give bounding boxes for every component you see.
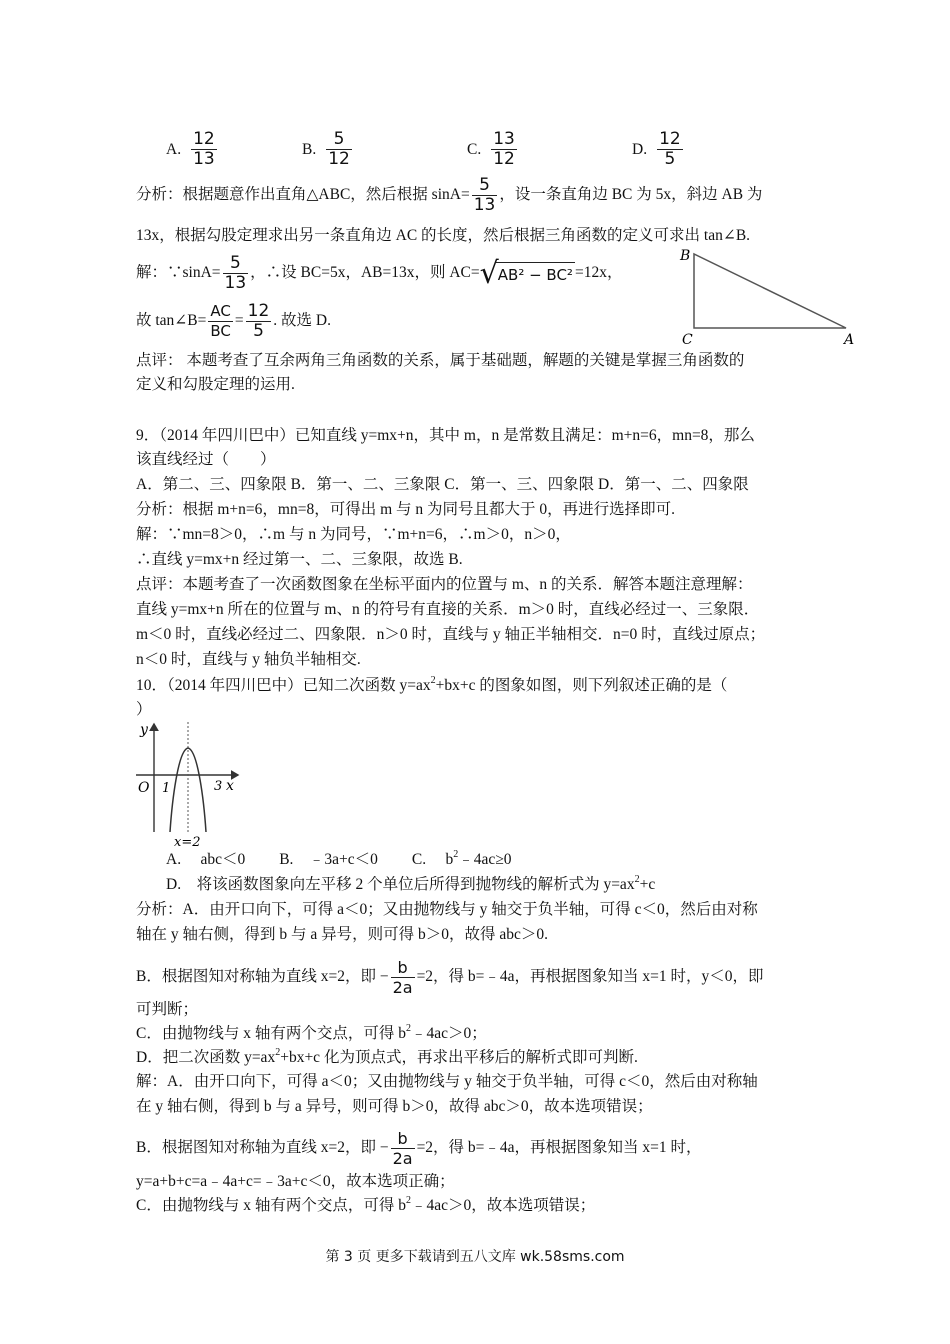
option-a: A. $\frac{12}{13}$ xyxy=(166,129,215,169)
q10-analysis-line1: 分析：A．由开口向下，可得 a＜0；又由抛物线与 y 轴交于负半轴，可得 c＜0，然后由对称 xyxy=(136,901,758,918)
q8-analysis-line1: 分析：根据题意作出直角△ABC，然后根据 sinA= $\frac{5}{13}$ ，设一条直角边 BC 为 5x，斜边 AB 为 xyxy=(136,175,763,215)
origin-label: O xyxy=(138,780,150,796)
triangle-shape xyxy=(694,254,846,328)
q10-analysis-line2: 轴在 y 轴右侧，得到 b 与 a 异号，则可得 b＞0，故得 abc＞0. xyxy=(136,926,549,943)
q8-comment-line1: 点评： 本题考查了互余两角三角函数的关系，属于基础题，解题的关键是掌握三角函数的 xyxy=(136,352,745,369)
q10-analysis-line4: 可判断； xyxy=(136,1001,199,1018)
x-label: x xyxy=(226,778,234,794)
q10-line2: ） xyxy=(136,701,152,718)
q10-line1: 10．（2014 年四川巴中）已知二次函数 $y=ax^2+bx+c$ 的图象如图，则下列叙述正确的是（ xyxy=(136,675,728,694)
q9-line2: 该直线经过（ ） xyxy=(136,451,276,468)
q10-solution-line2: 在 y 轴右侧，得到 b 与 a 异号，则可得 b＞0，故得 abc＞0，故本选项错误； xyxy=(136,1098,653,1115)
option-c: C. $\frac{13}{12}$ xyxy=(467,129,515,169)
fraction: $\frac{5}{13}$ xyxy=(473,175,496,215)
fraction: $\frac{b}{2a}$ xyxy=(392,1129,413,1168)
q10-analysis-line6: D．把二次函数 $y=ax^2+bx+c$ 化为顶点式，再求出平移后的解析式即可判断. xyxy=(136,1047,638,1066)
option-b: B. $\frac{5}{12}$ xyxy=(302,129,350,169)
fraction: $\frac{5}{12}$ xyxy=(328,129,350,169)
q8-conclusion-line: 故 tan∠B= $\frac{AC}{BC}$ = $\frac{12}{5}$ . 故选 D. xyxy=(136,301,331,341)
fraction: $\frac{b}{2a}$ xyxy=(392,958,413,997)
q9-solution-line1: 解：∵mn=8＞0，∴m 与 n 为同号，∵m+n=6，∴m＞0，n＞0， xyxy=(136,526,571,543)
q10-solution-line1: 解：A．由开口向下，可得 a＜0；又由抛物线与 y 轴交于负半轴，可得 c＜0，然后由对称轴 xyxy=(136,1073,758,1090)
fraction: $\frac{AC}{BC}$ xyxy=(210,302,231,340)
q9-analysis: 分析：根据 m+n=6，mn=8，可得出 m 与 n 为同号且都大于 0，再进行选择即可. xyxy=(136,501,676,518)
q9-comment-line3: m＜0 时，直线必经过二、四象限．n＞0 时，直线与 y 轴正半轴相交．n=0 时，直线过原点； xyxy=(136,626,766,643)
vertex-label-a: A xyxy=(844,332,855,348)
tick-1-label: 1 xyxy=(162,781,171,796)
q10-option-d: D. 将该函数图象向左平移 2 个单位后所得到抛物线的解析式为 $y=ax^2+c$ xyxy=(166,874,656,893)
q10-analysis-line3: B．根据图知对称轴为直线 x=2，即 − $\frac{b}{2a}$ =2，得 b=﹣4a，再根据图象知当 x=1 时，y＜0，即 xyxy=(136,958,764,997)
tick-3-label: 3 xyxy=(214,779,223,794)
q9-comment-line2: 直线 y=mx+n 所在的位置与 m、n 的符号有直接的关系．m＞0 时，直线必经过一、三象限． xyxy=(136,601,760,618)
q10-options-abc: A. abc＜0 B. ﹣3a+c＜0 C. $b^2﹣4ac\ge 0$ xyxy=(166,849,512,868)
y-label: y xyxy=(140,722,148,738)
q9-comment-line1: 点评：本题考查了一次函数图象在坐标平面内的位置与 m、n 的关系．解答本题注意理解： xyxy=(136,576,753,593)
q9-comment-line4: n＜0 时，直线与 y 轴负半轴相交. xyxy=(136,651,361,668)
q8-solution-line: 解：∵sinA= $\frac{5}{13}$ ，∴设 BC=5x，AB=13x，则 AC=√AB² − BC² =12x， xyxy=(136,253,623,293)
symmetry-axis-label: x=2 xyxy=(174,835,201,850)
vertex-label-c: C xyxy=(682,332,693,348)
page-footer: 第 3 页 更多下载请到五八文库 wk.58sms.com xyxy=(325,1249,625,1265)
vertex-label-b: B xyxy=(680,248,691,264)
fraction: $\frac{12}{5}$ xyxy=(659,129,681,169)
fraction: $\frac{12}{13}$ xyxy=(193,129,215,169)
fraction: $\frac{12}{5}$ xyxy=(247,301,270,341)
q9-options: A．第二、三、四象限 B．第一、二、三象限 C．第一、三、四象限 D．第一、二、四象限 xyxy=(136,476,749,493)
square-root: √AB² − BC² xyxy=(479,255,573,291)
parabola-graph xyxy=(134,720,244,850)
q8-analysis-line2: 13x，根据勾股定理求出另一条直角边 AC 的长度，然后根据三角函数的定义可求出 tan∠B. xyxy=(136,227,751,244)
q10-analysis-line5: C．由抛物线与 x 轴有两个交点，可得 $b^2﹣4ac>0$； xyxy=(136,1023,487,1042)
q9-line1: 9．（2014 年四川巴中）已知直线 y=mx+n，其中 m，n 是常数且满足：m+n=6，mn=8，那么 xyxy=(136,427,755,444)
q10-solution-line3: B．根据图知对称轴为直线 x=2，即 − $\frac{b}{2a}$ =2，得 b=﹣4a，再根据图象知当 x=1 时， xyxy=(136,1129,702,1168)
q9-solution-line2: ∴直线 y=mx+n 经过第一、二、三象限，故选 B. xyxy=(136,551,463,568)
triangle-figure xyxy=(676,244,862,348)
option-d: D. $\frac{12}{5}$ xyxy=(632,129,681,169)
q10-solution-line4: y=a+b+c=a﹣4a+c=﹣3a+c＜0，故本选项正确； xyxy=(136,1173,455,1190)
q8-comment-line2: 定义和勾股定理的运用. xyxy=(136,376,295,393)
fraction: $\frac{5}{13}$ xyxy=(224,253,247,293)
q10-solution-line5: C．由抛物线与 x 轴有两个交点，可得 $b^2﹣4ac>0$，故本选项错误； xyxy=(136,1195,596,1214)
fraction: $\frac{13}{12}$ xyxy=(493,129,515,169)
